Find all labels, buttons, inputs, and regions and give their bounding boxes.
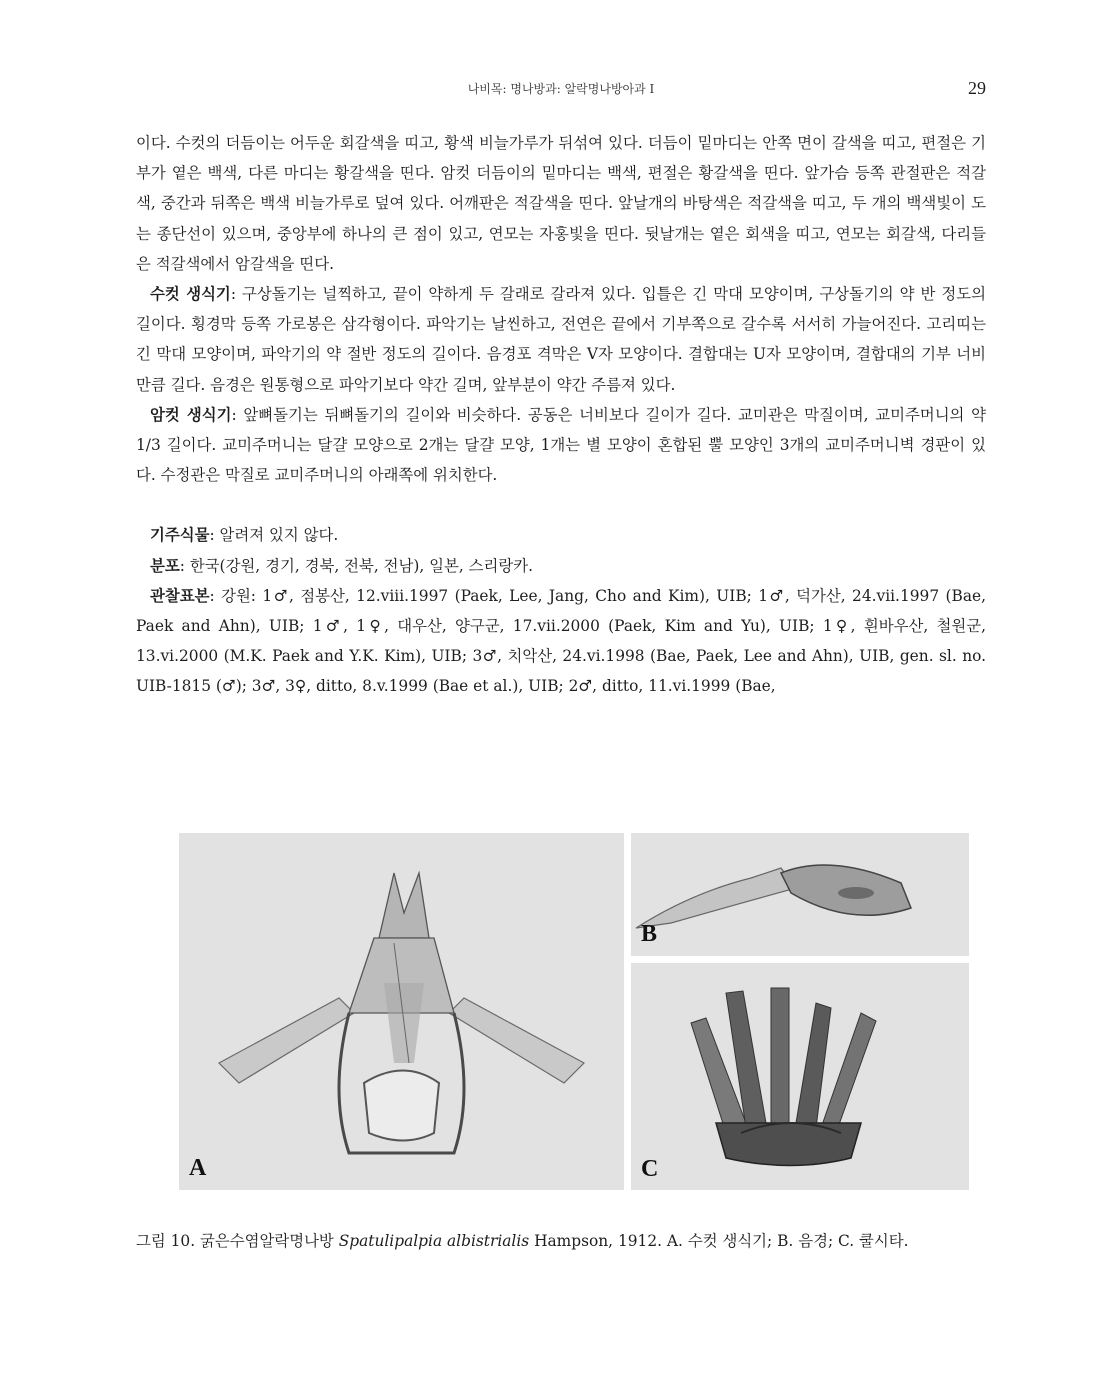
body-text — [136, 128, 986, 702]
male-genitalia-paragraph — [136, 279, 986, 400]
distribution-paragraph — [136, 551, 986, 581]
female-genitalia-paragraph — [136, 400, 986, 491]
male-genitalia-illustration — [179, 833, 624, 1190]
panel-c-illustration — [631, 963, 969, 1190]
female-genitalia-text: : 앞뼈돌기는 뒤뼈돌기의 길이와 비슷하다. 공동은 너비보다 길이가 길다. 교미관은 막질이며, 교미주머니의 약 1/3 길이다. 교미주머니는 달걀 모양으로 2개는 달걀 모양, 1개는 별 모양이 혼합된 뿔 모양인 3개의 교미주머니벽 경판이 있다. 수정관은 막질로 교미주머니의 아래쪽에 위치한다. — [136, 405, 986, 485]
specimens-paragraph — [136, 581, 986, 702]
host-plant-text: : 알려져 있지 않다. — [209, 526, 339, 545]
host-plant-label: 기주식물 — [150, 526, 210, 545]
caption-species-name: Spatulipalpia albistrialis — [338, 1232, 530, 1250]
figure-caption — [136, 1226, 986, 1256]
female-genitalia-label: 암컷 생식기 — [150, 405, 232, 424]
caption-prefix: 그림 10. 굵은수염알락명나방 — [136, 1232, 339, 1250]
distribution-label: 분포 — [150, 556, 180, 575]
specimens-label: 관찰표본 — [150, 586, 210, 605]
panel-a-letter: A — [189, 1155, 207, 1181]
panel-c-photo — [631, 963, 969, 1190]
male-genitalia-text: : 구상돌기는 널찍하고, 끝이 약하게 두 갈래로 갈라져 있다. 입틀은 긴 막대 모양이며, 구상돌기의 약 반 정도의 길이다. 횡경막 등쪽 가로봉은 삼각형이다. 파악기는 날씬하고, 전연은 끝에서 기부쪽으로 갈수록 서서히 가늘어진다. 고리띠는 긴 막대 모양이며, 파악기의 약 절반 정도의 길이다. 음경포 격막은 V자 모양이다. 결합대는 U자 모양이며, 결합대의 기부 너비만큼 길다. 음경은 원통형으로 파악기보다 약간 길며, 앞부분이 약간 주름져 있다. — [136, 285, 986, 394]
panel-c-letter: C — [641, 1156, 659, 1182]
distribution-text: : 한국(강원, 경기, 경북, 전북, 전남), 일본, 스리랑카. — [179, 556, 534, 575]
panel-a-male-genitalia-photo — [179, 833, 624, 1190]
figure-10 — [179, 833, 969, 1190]
host-plant-paragraph — [136, 520, 986, 550]
running-head: 나비목: 명나방과: 알락명나방아과 I — [467, 82, 655, 96]
page-number: 29 — [968, 78, 986, 98]
panel-b-aedeagus-photo — [631, 833, 969, 956]
caption-suffix: Hampson, 1912. A. 수컷 생식기; B. 음경; C. 쿨시타. — [529, 1232, 909, 1250]
page-header — [136, 78, 986, 102]
description-paragraph: 이다. 수컷의 더듬이는 어두운 회갈색을 띠고, 황색 비늘가루가 뒤섞여 있다. 더듬이 밑마디는 안쪽 면이 갈색을 띠고, 편절은 기부가 옅은 백색, 다른 마디는 황갈색을 띤다. 암컷 더듬이의 밑마디는 백색, 편절은 황갈색을 띤다. 앞가슴 등쪽 관절판은 적갈색, 중간과 뒤쪽은 백색 비늘가루로 덮여 있다. 어깨판은 적갈색을 띤다. 앞날개의 바탕색은 적갈색을 띠고, 두 개의 백색빛이 도는 종단선이 있으며, 중앙부에 하나의 큰 점이 있고, 연모는 자홍빛을 띤다. 뒷날개는 옅은 회색을 띠고, 연모는 회갈색, 다리들은 적갈색에서 암갈색을 띤다. — [136, 134, 986, 273]
male-genitalia-label: 수컷 생식기 — [150, 285, 231, 304]
aedeagus-illustration — [631, 833, 969, 956]
section-gap — [136, 490, 986, 520]
specimens-text: : 강원: 1♂, 점봉산, 12.viii.1997 (Paek, Lee, Jang, Cho and Kim), UIB; 1♂, 덕가산, 24.vii.1997 (Bae, Paek and Ahn), UIB; 1♂, 1♀, 대우산, 양구군, 17.vii.2000 (Paek, Kim and Yu), UIB; 1♀, 흰바우산, 철원군, 13.vi.2000 (M.K. Paek and Y.K. Kim), UIB; 3♂, 치악산, 24.vi.1998 (Bae, Paek, Lee and Ahn), UIB, gen. sl. no. UIB-1815 (♂); 3♂, 3♀, ditto, 8.v.1999 (Bae et al.), UIB; 2♂, ditto, 11.vi.1999 (Bae, — [136, 586, 986, 696]
panel-b-letter: B — [641, 921, 658, 947]
